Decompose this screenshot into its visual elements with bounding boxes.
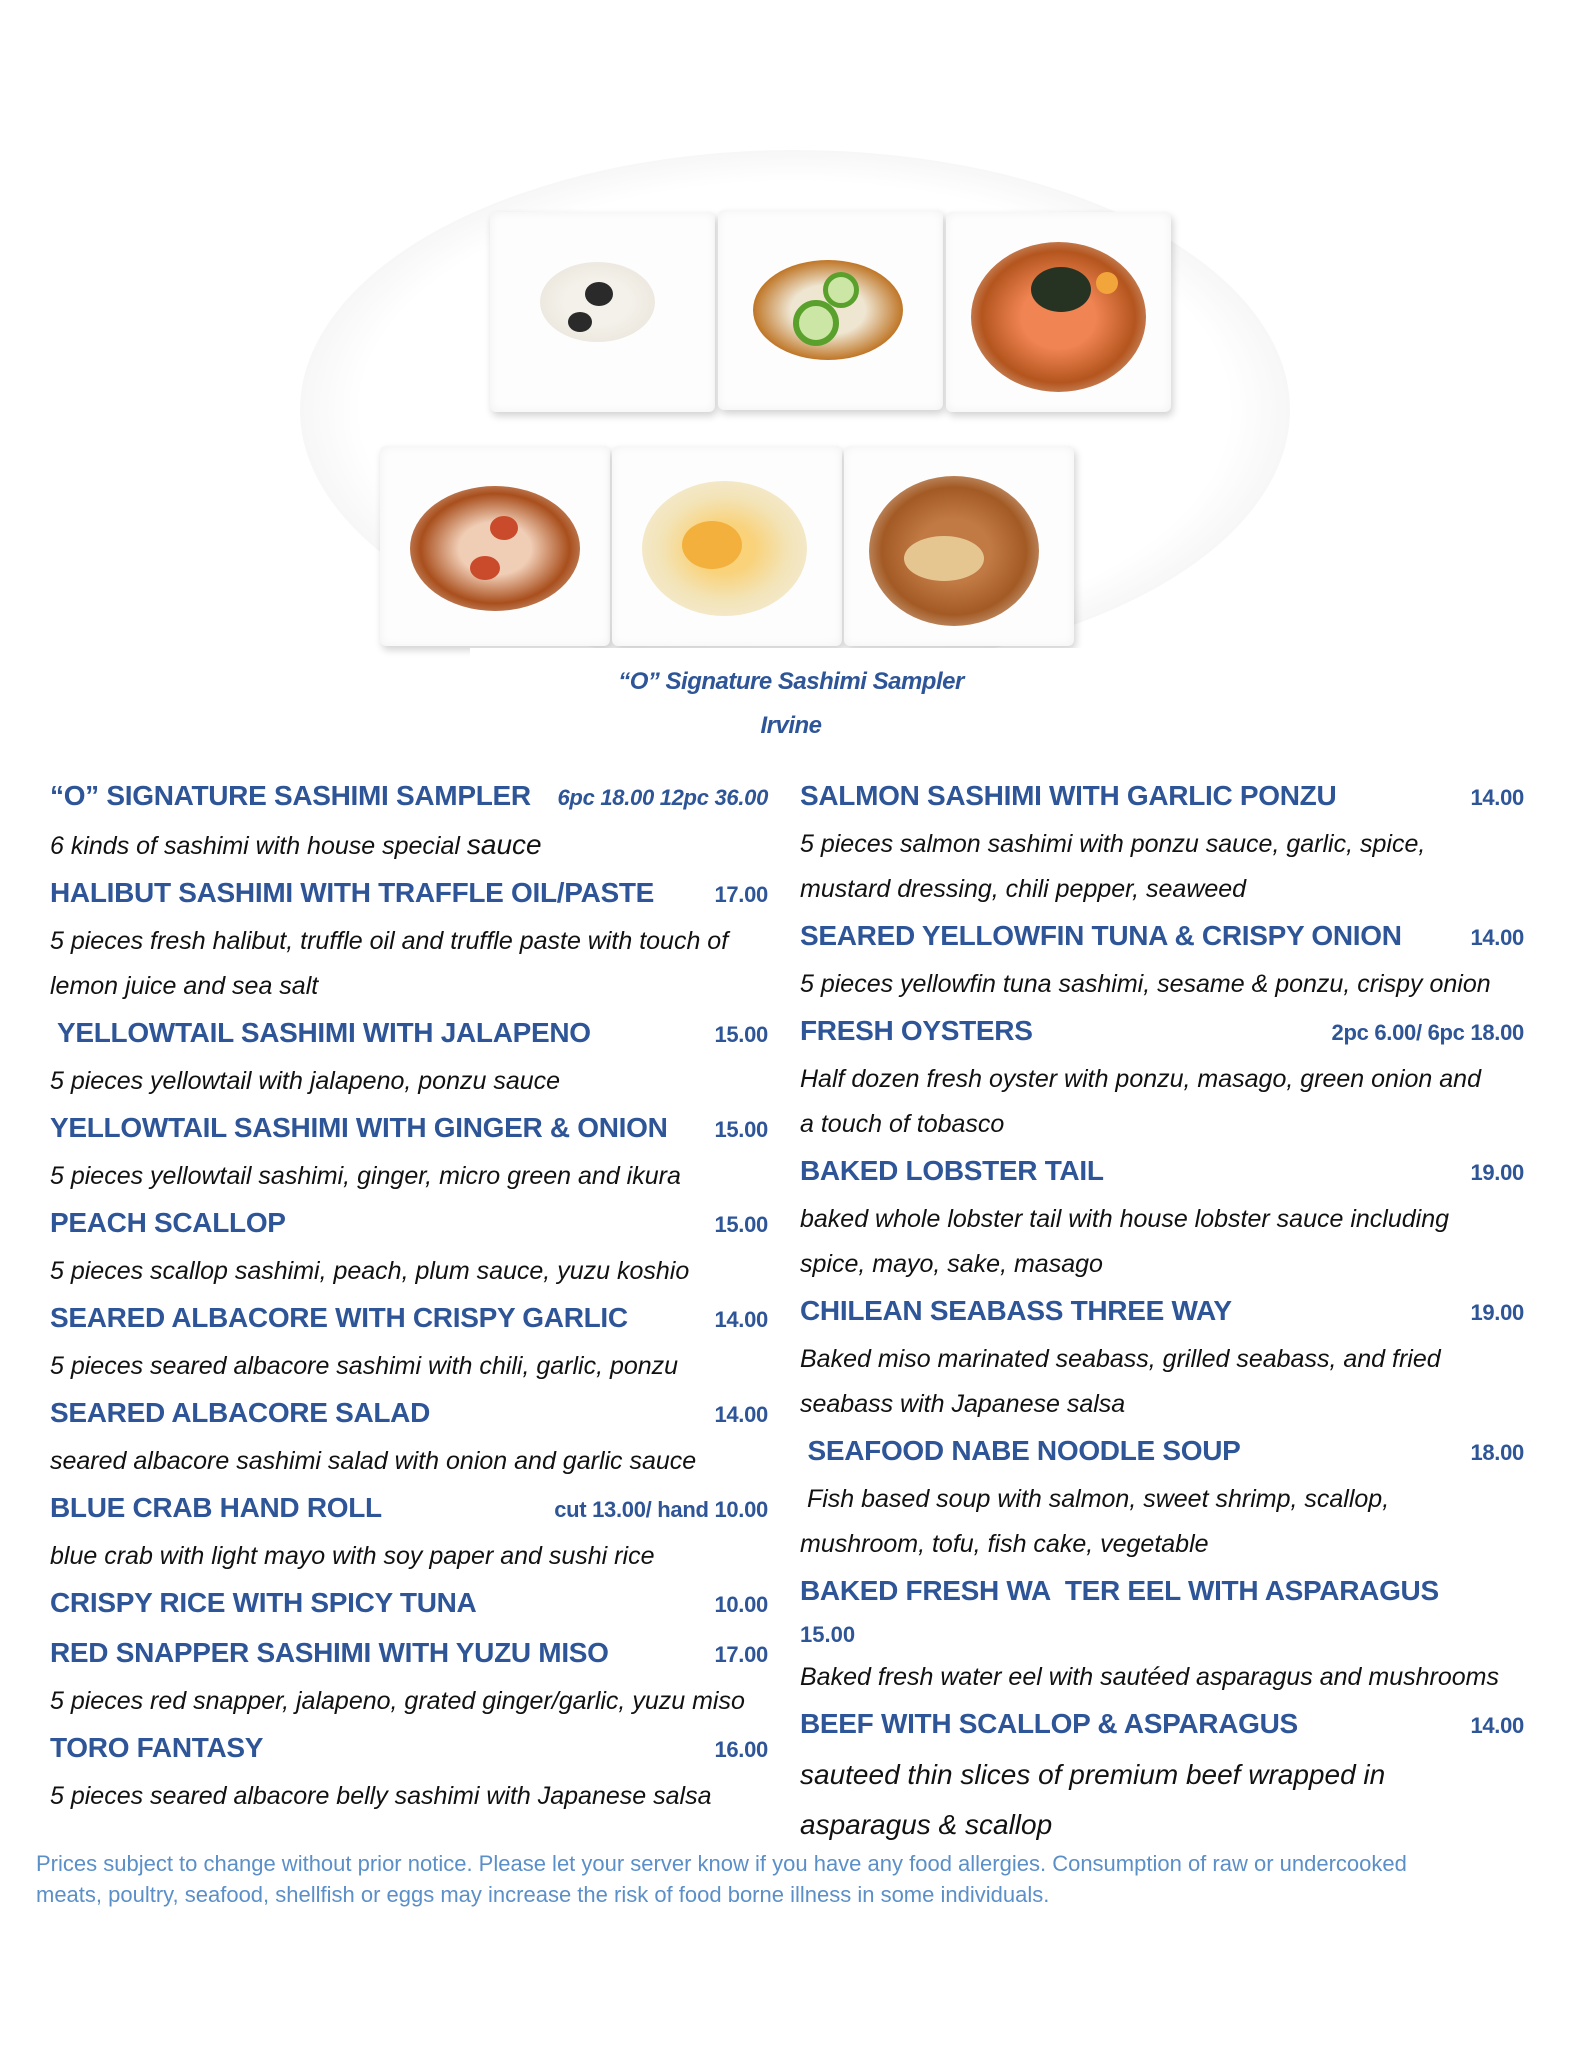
- menu-item-description: [800, 1655, 1530, 1700]
- description-text: Baked miso marinated seabass, grilled seabass, and fried: [800, 1345, 1441, 1373]
- plate-albacore: [844, 446, 1074, 646]
- menu-item-price: 19.00: [1470, 1300, 1524, 1325]
- menu-item-description: [800, 1197, 1530, 1242]
- description-text: 5 pieces salmon sashimi with ponzu sauce, garlic, spice,: [800, 830, 1426, 858]
- menu-item-name: SEAFOOD NABE NOODLE SOUP: [800, 1435, 1241, 1466]
- menu-item-description: [800, 1522, 1530, 1567]
- menu-item-description: [800, 1057, 1530, 1102]
- description-text: seared albacore sashimi salad with onion and garlic sauce: [50, 1447, 697, 1475]
- menu-item-price: 14.00: [714, 1402, 768, 1427]
- menu-item: [50, 1199, 774, 1294]
- menu-item: [50, 772, 774, 869]
- description-text: sauteed thin slices of premium beef wrapped in: [800, 1759, 1386, 1790]
- description-text: Fish based soup with salmon, sweet shrimp, scallop,: [800, 1485, 1390, 1513]
- menu-item-price: 2pc 6.00/ 6pc 18.00: [1331, 1020, 1524, 1045]
- menu-left-column: [50, 772, 774, 1819]
- menu-item-header: [800, 1007, 1530, 1057]
- menu-item-price: 15.00: [714, 1212, 768, 1237]
- menu-item-description: [800, 1337, 1530, 1382]
- menu-item-header: [50, 1724, 774, 1774]
- menu-item-description: [800, 962, 1530, 1007]
- menu-item: [800, 1007, 1530, 1147]
- description-text: 5 pieces red snapper, jalapeno, grated ginger/garlic, yuzu miso: [50, 1687, 745, 1715]
- menu-item-name: BAKED FRESH WA TER EEL WITH ASPARAGUS: [800, 1575, 1439, 1606]
- description-text: 6 kinds of sashimi with house special: [50, 832, 460, 860]
- menu-item-price: 14.00: [1470, 925, 1524, 950]
- menu-item: [800, 1287, 1530, 1427]
- menu-item-name: PEACH SCALLOP: [50, 1207, 286, 1238]
- menu-item: [50, 1484, 774, 1579]
- menu-item-description: [50, 964, 774, 1009]
- menu-item-name: “O” SIGNATURE SASHIMI SAMPLER: [50, 780, 531, 811]
- menu-item: [800, 1427, 1530, 1567]
- description-text: mushroom, tofu, fish cake, vegetable: [800, 1530, 1209, 1558]
- menu-item: [800, 912, 1530, 1007]
- menu-item: [50, 1104, 774, 1199]
- menu-item-name: RED SNAPPER SASHIMI WITH YUZU MISO: [50, 1637, 609, 1668]
- menu-right-column: [800, 772, 1530, 1850]
- menu-item: [50, 1579, 774, 1629]
- menu-item-description: [800, 1242, 1530, 1287]
- disclaimer-line-2: meats, poultry, seafood, shellfish or eggs may increase the risk of food borne illness in some individuals.: [36, 1882, 1050, 1907]
- menu-item-name: CRISPY RICE WITH SPICY TUNA: [50, 1587, 477, 1618]
- caption-location: Irvine: [760, 712, 822, 739]
- menu-item-description: [50, 1249, 774, 1294]
- menu-item-header: [50, 1389, 774, 1439]
- description-text: blue crab with light mayo with soy paper and sushi rice: [50, 1542, 655, 1570]
- menu-item-price: 17.00: [714, 882, 768, 907]
- menu-item-price: 18.00: [1470, 1440, 1524, 1465]
- description-text: Baked fresh water eel with sautéed asparagus and mushrooms: [800, 1663, 1499, 1691]
- menu-item-description: [50, 1679, 774, 1724]
- plate-scallop: [612, 446, 842, 646]
- menu-item-header: [50, 1484, 774, 1534]
- menu-item-description: [50, 1534, 774, 1579]
- menu-item-header: [800, 1287, 1530, 1337]
- menu-item-header: [800, 1567, 1530, 1615]
- description-text: 5 pieces scallop sashimi, peach, plum sauce, yuzu koshio: [50, 1257, 690, 1285]
- menu-item-header: [800, 1147, 1530, 1197]
- menu-item-header: [50, 869, 774, 919]
- menu-item-price: 17.00: [714, 1642, 768, 1667]
- description-text: asparagus & scallop: [800, 1809, 1053, 1840]
- menu-item-name: SALMON SASHIMI WITH GARLIC PONZU: [800, 780, 1337, 811]
- menu-item: [800, 1147, 1530, 1287]
- allergy-disclaimer: [36, 1848, 1556, 1910]
- menu-item-name: FRESH OYSTERS: [800, 1015, 1033, 1046]
- menu-item: [50, 869, 774, 1009]
- menu-item-price: 15.00: [714, 1022, 768, 1047]
- menu-item-price: 19.00: [1470, 1160, 1524, 1185]
- sashimi-photo: [300, 150, 1290, 670]
- menu-item-header: [800, 772, 1530, 822]
- menu-item-price: 14.00: [1470, 1713, 1524, 1738]
- menu-item-description: [800, 1102, 1530, 1147]
- menu-item: [50, 1294, 774, 1389]
- menu-item-description: [800, 1477, 1530, 1522]
- menu-item: [50, 1009, 774, 1104]
- menu-item-description: [50, 919, 774, 964]
- menu-item-name: SEARED ALBACORE SALAD: [50, 1397, 431, 1428]
- menu-item-description: [800, 867, 1530, 912]
- description-text: a touch of tobasco: [800, 1110, 1005, 1138]
- menu-item-header: [50, 772, 774, 822]
- menu-item: [800, 1700, 1530, 1850]
- menu-item: [800, 1567, 1530, 1700]
- menu-item-description: [50, 1059, 774, 1104]
- menu-item-price: cut 13.00/ hand 10.00: [554, 1497, 768, 1522]
- menu-item-price: 16.00: [714, 1737, 768, 1762]
- plate-halibut: [490, 212, 715, 412]
- menu-item-name: SEARED ALBACORE WITH CRISPY GARLIC: [50, 1302, 628, 1333]
- menu-item-description: [50, 822, 774, 869]
- description-text: 5 pieces fresh halibut, truffle oil and truffle paste with touch of: [50, 927, 729, 955]
- description-text: lemon juice and sea salt: [50, 972, 319, 1000]
- menu-item-header: [50, 1009, 774, 1059]
- menu-item: [50, 1724, 774, 1819]
- description-text: mustard dressing, chili pepper, seaweed: [800, 875, 1247, 903]
- menu-item-name: YELLOWTAIL SASHIMI WITH JALAPENO: [50, 1017, 591, 1048]
- menu-item-description: [50, 1344, 774, 1389]
- menu-item-price: 14.00: [714, 1307, 768, 1332]
- menu-item-description: [800, 1750, 1530, 1800]
- plate-salmon: [946, 212, 1171, 412]
- menu-item-name: SEARED YELLOWFIN TUNA & CRISPY ONION: [800, 920, 1402, 951]
- menu-item-price: 14.00: [1470, 785, 1524, 810]
- plate-toro: [380, 446, 610, 646]
- disclaimer-line-1: Prices subject to change without prior notice. Please let your server know if you have any food allergies. Consumption of raw or undercooked: [36, 1851, 1407, 1876]
- menu-item-header: [800, 912, 1530, 962]
- menu-item-description: [50, 1154, 774, 1199]
- menu-item-price: 10.00: [714, 1592, 768, 1617]
- menu-item-name: CHILEAN SEABASS THREE WAY: [800, 1295, 1232, 1326]
- menu-item-price: 15.00: [800, 1622, 856, 1647]
- menu-item-header: [50, 1294, 774, 1344]
- description-text: 5 pieces yellowfin tuna sashimi, sesame & ponzu, crispy onion: [800, 970, 1491, 998]
- menu-item-name: BLUE CRAB HAND ROLL: [50, 1492, 382, 1523]
- description-text: seabass with Japanese salsa: [800, 1390, 1126, 1418]
- menu-item-header: [800, 1427, 1530, 1477]
- description-text: baked whole lobster tail with house lobster sauce including: [800, 1205, 1449, 1233]
- menu-item-name: YELLOWTAIL SASHIMI WITH GINGER & ONION: [50, 1112, 668, 1143]
- menu-item-price: 15.00: [714, 1117, 768, 1142]
- menu-item-description: [50, 1774, 774, 1819]
- description-text: 5 pieces seared albacore belly sashimi with Japanese salsa: [50, 1782, 712, 1810]
- menu-item-description: [800, 1382, 1530, 1427]
- menu-item-description: [50, 1439, 774, 1484]
- description-text: 5 pieces seared albacore sashimi with chili, garlic, ponzu: [50, 1352, 679, 1380]
- menu-item-price: 6pc 18.00 12pc 36.00: [557, 785, 768, 810]
- description-text: 5 pieces yellowtail sashimi, ginger, micro green and ikura: [50, 1162, 681, 1190]
- description-text: spice, mayo, sake, masago: [800, 1250, 1103, 1278]
- menu-item-description: [800, 822, 1530, 867]
- caption-title: “O” Signature Sashimi Sampler: [618, 668, 964, 695]
- menu-item-header: [50, 1199, 774, 1249]
- menu-item-header: [50, 1104, 774, 1154]
- menu-item: [800, 772, 1530, 912]
- menu-item-name: TORO FANTASY: [50, 1732, 264, 1763]
- menu-item-name: BEEF WITH SCALLOP & ASPARAGUS: [800, 1708, 1298, 1739]
- menu-item-header: [800, 1700, 1530, 1750]
- menu-item-description: [800, 1800, 1530, 1850]
- menu-item: [50, 1389, 774, 1484]
- menu-item-name: HALIBUT SASHIMI WITH TRAFFLE OIL/PASTE: [50, 877, 655, 908]
- description-text: 5 pieces yellowtail with jalapeno, ponzu sauce: [50, 1067, 561, 1095]
- menu-item-header: [50, 1629, 774, 1679]
- description-text: Half dozen fresh oyster with ponzu, masago, green onion and: [800, 1065, 1481, 1093]
- description-tail: sauce: [466, 829, 542, 860]
- menu-item-name: BAKED LOBSTER TAIL: [800, 1155, 1104, 1186]
- menu-item: [50, 1629, 774, 1724]
- menu-item-header: [50, 1579, 774, 1629]
- plate-yellowtail: [718, 210, 943, 410]
